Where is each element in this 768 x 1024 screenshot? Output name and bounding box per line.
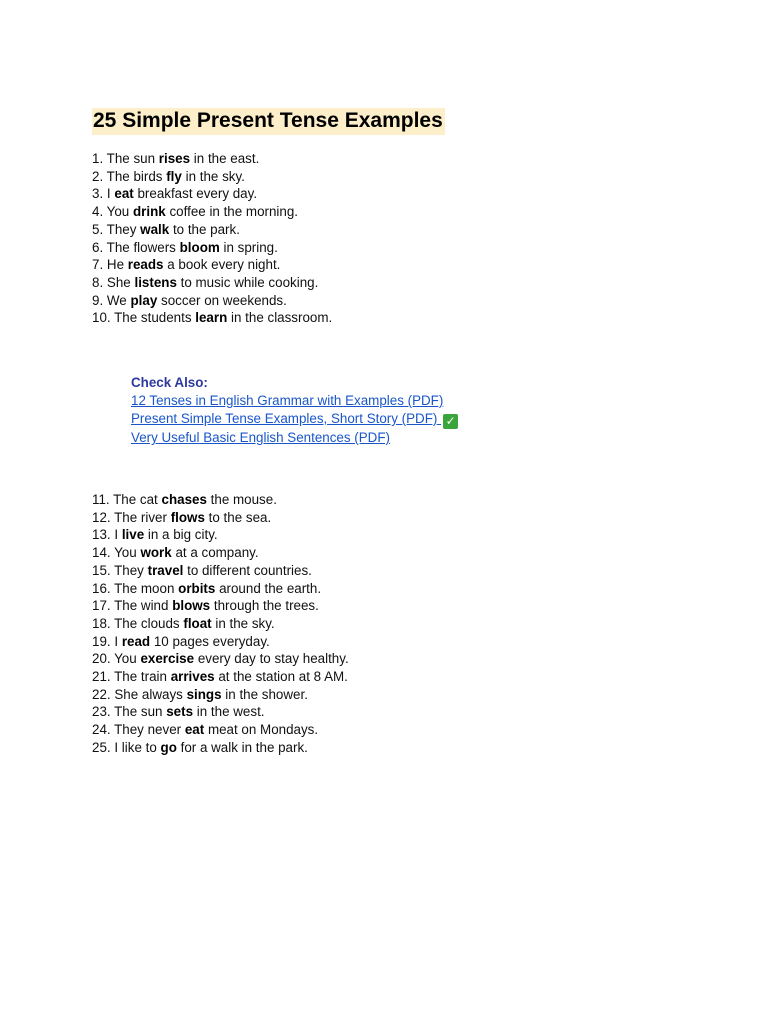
page-title: 25 Simple Present Tense Examples xyxy=(92,108,445,135)
item-verb: read xyxy=(121,633,151,649)
item-text-before: The wind xyxy=(114,598,169,614)
item-text-after: meat on Mondays. xyxy=(207,722,319,738)
item-verb: blows xyxy=(172,598,211,614)
item-verb: bloom xyxy=(179,239,220,255)
item-number: 20. xyxy=(92,651,111,667)
item-text-before: The clouds xyxy=(114,615,180,631)
item-text-after: in spring. xyxy=(223,239,278,255)
item-verb: eat xyxy=(114,186,134,202)
item-text-before: The sun xyxy=(114,704,163,720)
item-text-before: The birds xyxy=(106,168,163,184)
item-text-before: The students xyxy=(114,310,192,326)
list-item xyxy=(92,597,349,615)
item-text-after: in the sky. xyxy=(185,168,245,184)
item-verb: live xyxy=(121,527,145,543)
list-item xyxy=(92,526,349,544)
list-item xyxy=(92,203,332,221)
item-verb: eat xyxy=(184,722,205,738)
item-number: 23. xyxy=(92,704,111,720)
item-number: 18. xyxy=(92,615,111,631)
item-text-after: a book every night. xyxy=(167,257,281,273)
item-text-before: You xyxy=(106,204,130,220)
item-verb: work xyxy=(140,545,172,561)
item-verb: play xyxy=(130,292,158,308)
link-label: 12 Tenses in English Grammar with Examples (PDF) xyxy=(131,393,444,408)
list-item xyxy=(92,256,332,274)
item-number: 19. xyxy=(92,633,111,649)
item-number: 6. xyxy=(92,239,104,255)
item-text-after: breakfast every day. xyxy=(137,186,258,202)
item-number: 5. xyxy=(92,221,104,237)
item-text-after: in the shower. xyxy=(225,686,308,702)
item-text-before: The train xyxy=(114,669,167,685)
item-verb: arrives xyxy=(170,669,215,685)
list-item xyxy=(92,239,332,257)
list-item xyxy=(92,309,332,327)
list-item xyxy=(92,615,349,633)
list-item xyxy=(92,491,349,509)
item-verb: sets xyxy=(166,704,194,720)
list-item xyxy=(92,668,349,686)
examples-list-part1 xyxy=(92,150,332,327)
item-verb: sings xyxy=(186,686,222,702)
item-verb: learn xyxy=(195,310,228,326)
item-text-after: coffee in the morning. xyxy=(169,204,299,220)
check-also-box xyxy=(131,374,458,447)
item-text-before: The cat xyxy=(113,492,158,507)
item-number: 8. xyxy=(92,274,104,290)
item-text-before: He xyxy=(106,257,125,273)
item-text-after: in a big city. xyxy=(147,527,218,543)
item-text-before: You xyxy=(114,545,137,561)
item-number: 17. xyxy=(92,598,111,614)
item-number: 13. xyxy=(92,527,111,543)
item-text-after: in the east. xyxy=(193,151,260,166)
link-label: Present Simple Tense Examples, Short Story (PDF) xyxy=(131,411,438,426)
item-text-after: around the earth. xyxy=(219,580,322,596)
item-text-after: in the classroom. xyxy=(231,310,333,326)
item-number: 9. xyxy=(92,292,104,308)
item-verb: rises xyxy=(158,151,191,166)
item-text-after: for a walk in the park. xyxy=(180,739,308,755)
item-text-after: every day to stay healthy. xyxy=(197,651,349,667)
item-number: 10. xyxy=(92,310,111,326)
list-item xyxy=(92,721,349,739)
item-verb: chases xyxy=(161,492,207,507)
item-number: 7. xyxy=(92,257,104,273)
list-item xyxy=(92,650,349,668)
item-text-after: soccer on weekends. xyxy=(161,292,287,308)
item-text-after: to music while cooking. xyxy=(180,274,319,290)
item-number: 1. xyxy=(92,151,104,166)
item-text-before: The river xyxy=(114,509,167,525)
item-number: 15. xyxy=(92,562,111,578)
item-verb: orbits xyxy=(178,580,216,596)
item-verb: flows xyxy=(170,509,205,525)
list-item xyxy=(92,703,349,721)
item-verb: travel xyxy=(147,562,184,578)
list-item xyxy=(92,580,349,598)
list-item xyxy=(92,274,332,292)
item-text-after: the mouse. xyxy=(210,492,277,507)
item-number: 14. xyxy=(92,545,111,561)
item-text-after: 10 pages everyday. xyxy=(153,633,270,649)
item-verb: float xyxy=(183,615,212,631)
item-text-before: She always xyxy=(114,686,183,702)
item-number: 25. xyxy=(92,739,111,755)
examples-list-part2 xyxy=(92,491,349,757)
list-item xyxy=(92,633,349,651)
item-number: 22. xyxy=(92,686,111,702)
item-text-before: I xyxy=(114,527,119,543)
list-item xyxy=(92,185,332,203)
item-verb: exercise xyxy=(140,651,195,667)
item-text-before: I like to xyxy=(114,739,157,755)
item-number: 16. xyxy=(92,580,111,596)
item-number: 24. xyxy=(92,722,111,738)
item-text-after: at a company. xyxy=(175,545,259,561)
item-verb: drink xyxy=(133,204,166,220)
list-item xyxy=(92,686,349,704)
item-verb: reads xyxy=(127,257,164,273)
list-item xyxy=(92,562,349,580)
list-item xyxy=(92,544,349,562)
item-number: 12. xyxy=(92,509,111,525)
list-item xyxy=(92,221,332,239)
item-verb: fly xyxy=(166,168,182,184)
item-text-before: They xyxy=(106,221,137,237)
item-text-before: You xyxy=(114,651,137,667)
item-text-after: to the park. xyxy=(172,221,240,237)
item-text-before: She xyxy=(106,274,131,290)
item-verb: listens xyxy=(134,274,177,290)
item-text-after: in the sky. xyxy=(215,615,275,631)
item-verb: walk xyxy=(140,221,170,237)
list-item xyxy=(92,168,332,186)
link-basic-english-sentences[interactable] xyxy=(131,429,458,447)
check-mark-icon: ✓ xyxy=(443,414,458,429)
item-text-before: I xyxy=(106,186,111,202)
check-also-heading: Check Also: xyxy=(131,375,208,390)
item-text-after: through the trees. xyxy=(213,598,319,614)
item-number: 2. xyxy=(92,168,104,184)
item-text-after: in the west. xyxy=(196,704,265,720)
item-number: 3. xyxy=(92,186,104,202)
item-text-before: I xyxy=(114,633,119,649)
item-number: 4. xyxy=(92,204,104,220)
list-item xyxy=(92,739,349,757)
link-12-tenses[interactable] xyxy=(131,392,458,410)
item-number: 21. xyxy=(92,669,111,685)
link-present-simple-short-story[interactable] xyxy=(131,410,458,429)
item-text-before: They never xyxy=(114,722,182,738)
item-text-after: at the station at 8 AM. xyxy=(218,669,348,685)
item-text-before: We xyxy=(106,292,127,308)
list-item xyxy=(92,509,349,527)
link-label: Very Useful Basic English Sentences (PDF) xyxy=(131,430,390,445)
item-text-after: to the sea. xyxy=(208,509,272,525)
item-verb: go xyxy=(160,739,177,755)
item-text-before: The moon xyxy=(114,580,175,596)
item-number: 11. xyxy=(92,492,110,507)
list-item xyxy=(92,292,332,310)
item-text-before: They xyxy=(114,562,144,578)
list-item xyxy=(92,150,332,168)
item-text-before: The sun xyxy=(106,151,156,166)
item-text-after: to different countries. xyxy=(187,562,312,578)
item-text-before: The flowers xyxy=(106,239,176,255)
